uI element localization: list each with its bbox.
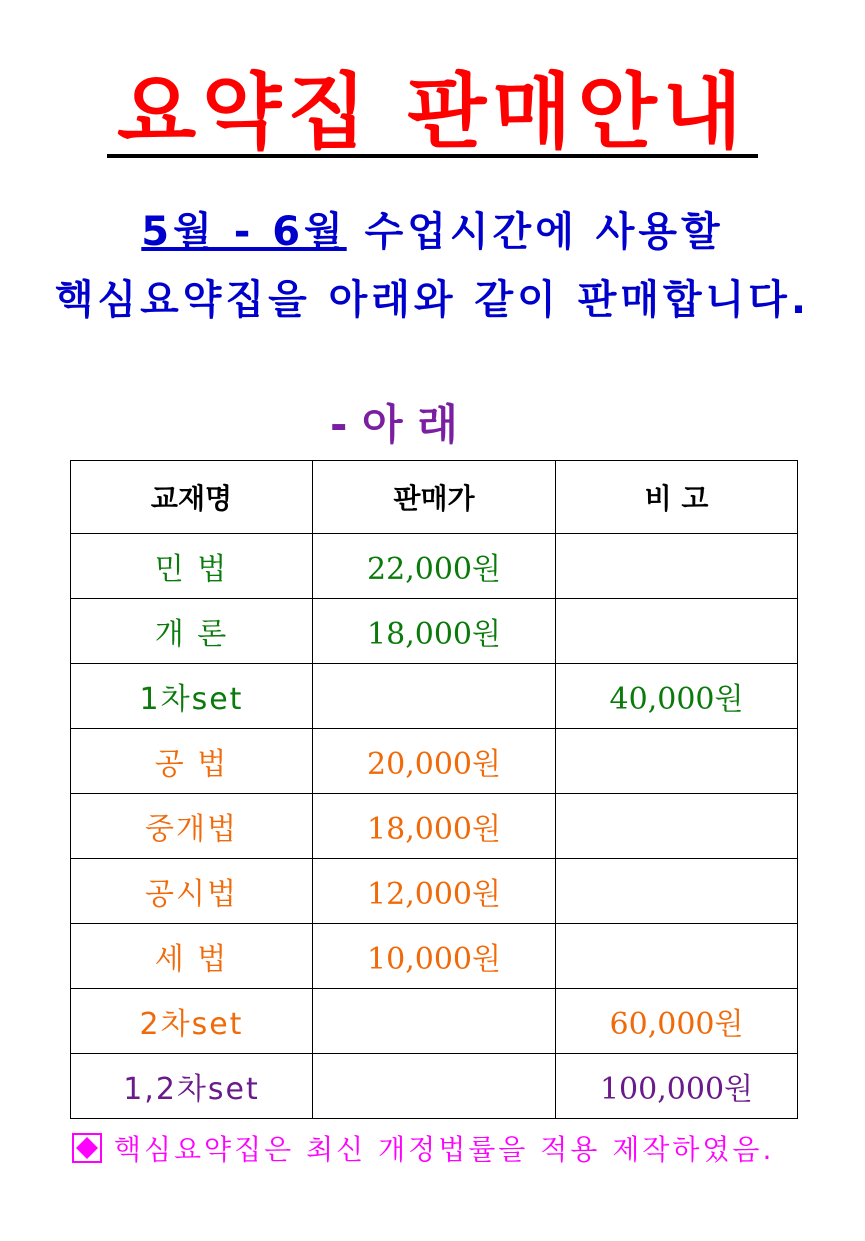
- page-title: 요약집 판매안내: [107, 72, 758, 158]
- table-row: [71, 664, 798, 729]
- row-book-name: 1차set: [71, 664, 313, 729]
- subtitle-line-1: [0, 200, 865, 257]
- table-row: [71, 924, 798, 989]
- row-note: [556, 534, 798, 599]
- row-price: 18,000원: [313, 794, 556, 859]
- row-book-name: 2차set: [71, 989, 313, 1054]
- row-book-name: 1,2차set: [71, 1054, 313, 1119]
- table-row: [71, 729, 798, 794]
- row-book-name: 공시법: [71, 859, 313, 924]
- row-note: [556, 729, 798, 794]
- row-book-name: 중개법: [71, 794, 313, 859]
- row-price: 18,000원: [313, 599, 556, 664]
- subtitle-line-2: 핵심요약집을 아래와 같이 판매합니다.: [54, 277, 811, 323]
- row-note: 60,000원: [556, 989, 798, 1054]
- row-price: [313, 1054, 556, 1119]
- row-note: [556, 794, 798, 859]
- row-note: [556, 924, 798, 989]
- row-note: [556, 859, 798, 924]
- table-row: [71, 859, 798, 924]
- table-row: [71, 989, 798, 1054]
- header-note: 비 고: [556, 461, 798, 534]
- table-row: [71, 794, 798, 859]
- row-book-name: 민 법: [71, 534, 313, 599]
- row-note: 40,000원: [556, 664, 798, 729]
- row-book-name: 개 론: [71, 599, 313, 664]
- below-label: - 아 래: [330, 400, 458, 449]
- subtitle-months: 5월 - 6월: [141, 209, 347, 255]
- row-price: [313, 664, 556, 729]
- row-price: 22,000원: [313, 534, 556, 599]
- header-price: 판매가: [313, 461, 556, 534]
- row-price: 10,000원: [313, 924, 556, 989]
- subtitle-line-1-rest: 수업시간에 사용할: [346, 209, 724, 255]
- table-row: [71, 1054, 798, 1119]
- table-row: [71, 534, 798, 599]
- row-note: [556, 599, 798, 664]
- row-price: 12,000원: [313, 859, 556, 924]
- price-table: [70, 460, 798, 1119]
- row-note: 100,000원: [556, 1054, 798, 1119]
- row-price: [313, 989, 556, 1054]
- row-price: 20,000원: [313, 729, 556, 794]
- footer-text: 핵심요약집은 최신 개정법률을 적용 제작하였음.: [113, 1133, 775, 1166]
- page-title-wrap: [0, 65, 865, 160]
- table-header-row: [71, 461, 798, 534]
- diamond-bullet-icon: [72, 1133, 114, 1166]
- row-book-name: 공 법: [71, 729, 313, 794]
- footer-note: [72, 1128, 774, 1168]
- row-book-name: 세 법: [71, 924, 313, 989]
- table-row: [71, 599, 798, 664]
- header-book-name: 교재명: [71, 461, 313, 534]
